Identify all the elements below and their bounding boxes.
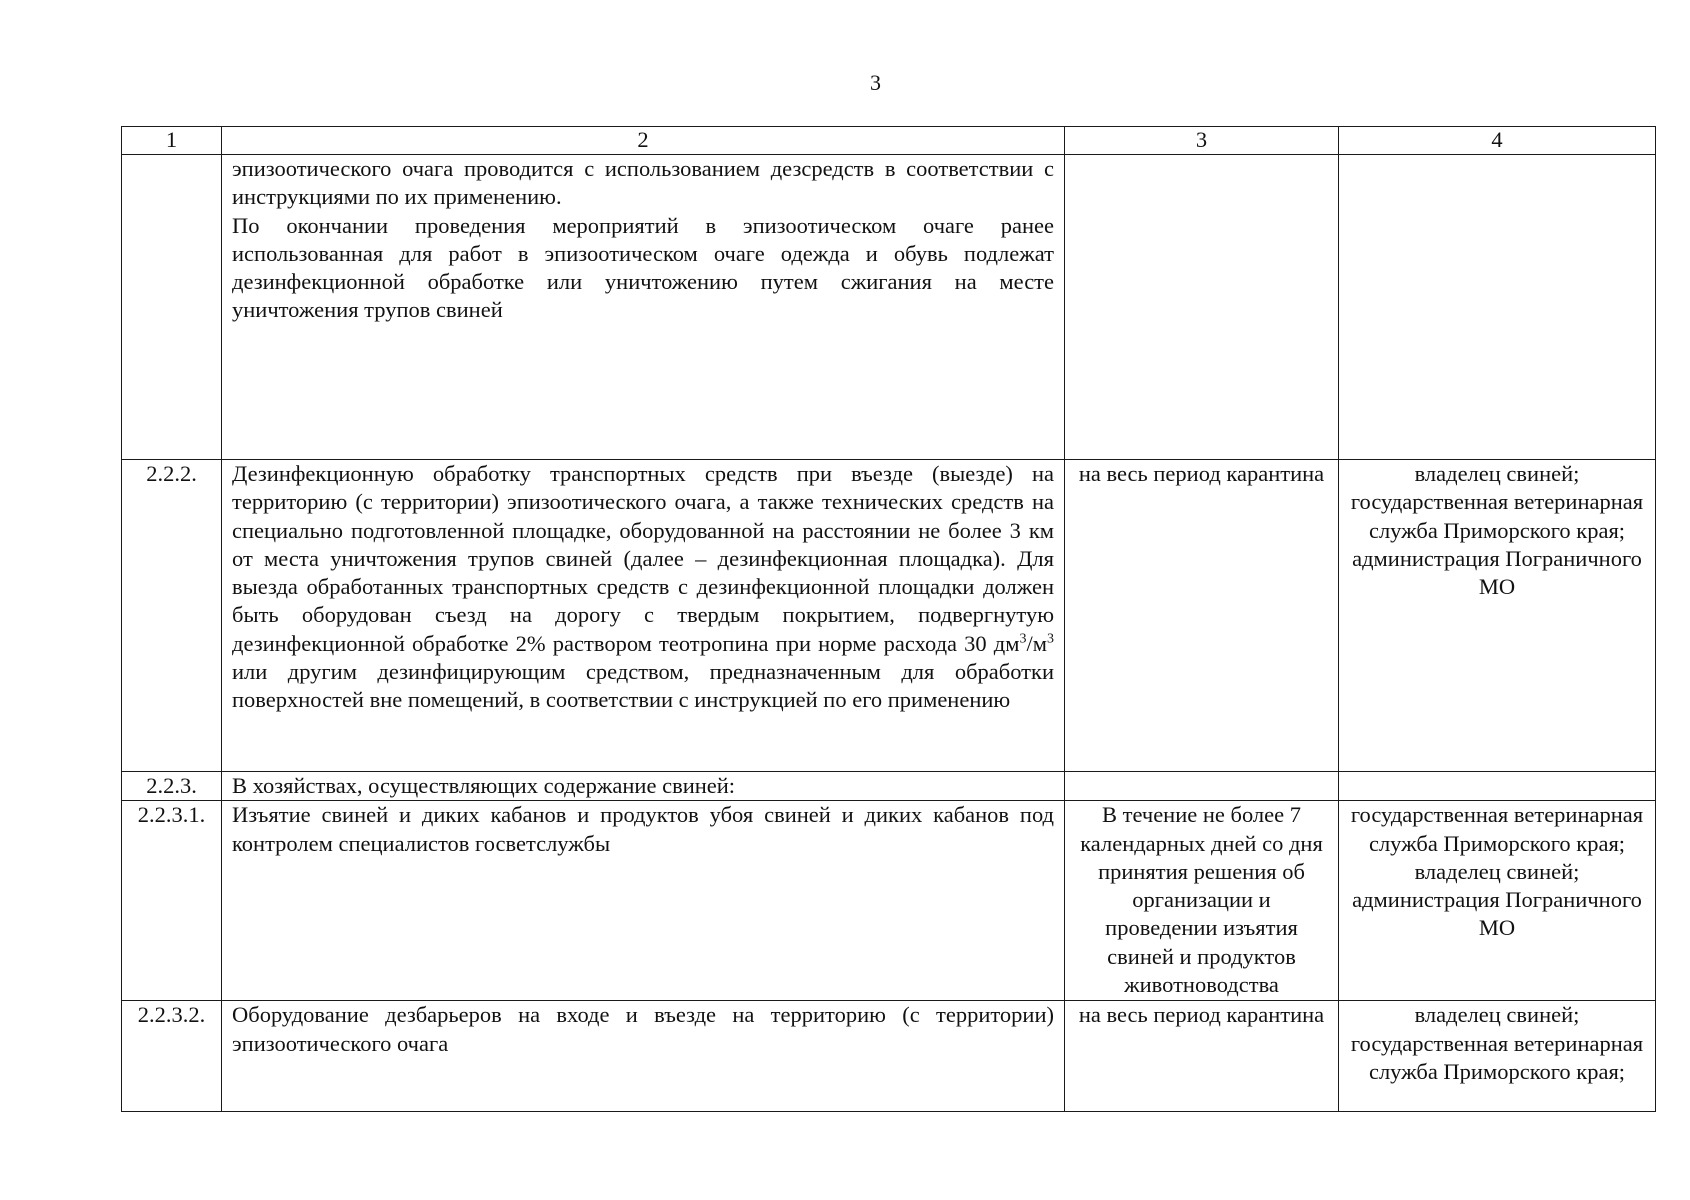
item-number: 2.2.3.2. bbox=[122, 1001, 222, 1112]
measure-description bbox=[222, 460, 1065, 772]
responsible-party: администрация Пограничного МО bbox=[1352, 545, 1642, 600]
measure-responsible bbox=[1339, 801, 1656, 1001]
measure-description: В хозяйствах, осуществляющих содержание свиней: bbox=[222, 772, 1065, 801]
column-number-4: 4 bbox=[1339, 127, 1656, 155]
measure-term: В течение не более 7 календарных дней со дня принятия решения об организации и проведении изъятия свиней и продуктов животноводства bbox=[1065, 801, 1339, 1001]
column-number-row bbox=[122, 127, 1656, 155]
responsible-party: государственная ветеринарная служба Приморского края; bbox=[1350, 802, 1644, 856]
column-number-1: 1 bbox=[122, 127, 222, 155]
measure-term: на весь период карантина bbox=[1065, 460, 1339, 772]
measure-responsible bbox=[1339, 1001, 1656, 1112]
measure-responsible bbox=[1339, 155, 1656, 460]
responsible-party: владелец свиней; bbox=[1414, 858, 1580, 884]
measures-table bbox=[121, 126, 1656, 1112]
responsible-party: государственная ветеринарная служба Приморского края; bbox=[1350, 1030, 1644, 1084]
item-number bbox=[122, 155, 222, 460]
measure-paragraph: По окончании проведения мероприятий в эпизоотическом очаге ранее использованная для работ в эпизоотическом очаге одежда и обувь подлежат дезинфекционной обработке или уничтожению путем сжигания на месте уничтожения трупов свиней bbox=[232, 212, 1054, 323]
item-number: 2.2.2. bbox=[122, 460, 222, 772]
table-row bbox=[122, 1001, 1656, 1112]
responsible-party: владелец свиней; bbox=[1414, 1002, 1580, 1028]
table-row bbox=[122, 460, 1656, 772]
responsible-party: государственная ветеринарная служба Приморского края; bbox=[1350, 489, 1644, 543]
measure-description: Изъятие свиней и диких кабанов и продуктов убоя свиней и диких кабанов под контролем специалистов госветслужбы bbox=[222, 801, 1065, 1001]
table-row bbox=[122, 772, 1656, 801]
column-number-2: 2 bbox=[222, 127, 1065, 155]
measure-description bbox=[222, 155, 1065, 460]
measure-term bbox=[1065, 772, 1339, 801]
table-row bbox=[122, 801, 1656, 1001]
item-number: 2.2.3. bbox=[122, 772, 222, 801]
table-row bbox=[122, 155, 1656, 460]
measure-paragraph bbox=[232, 460, 1054, 715]
measure-term bbox=[1065, 155, 1339, 460]
responsible-party: владелец свиней; bbox=[1414, 461, 1580, 486]
measure-text-part: /м bbox=[1026, 630, 1047, 656]
unit-superscript: 3 bbox=[1019, 631, 1027, 647]
unit-superscript: 3 bbox=[1047, 631, 1054, 647]
measure-paragraph: эпизоотического очага проводится с использованием дезсредств в соответствии с инструкциями по их применению. bbox=[232, 156, 1054, 210]
measure-term: на весь период карантина bbox=[1065, 1001, 1339, 1112]
measure-responsible bbox=[1339, 772, 1656, 801]
responsible-party: администрация Пограничного МО bbox=[1352, 887, 1642, 941]
measure-text-part: Дезинфекционную обработку транспортных средств при въезде (выезде) на территорию (с территории) эпизоотического очага, а также технических средств на специально подготовленной площадке, оборудованной на расстоянии не более 3 км от места уничтожения трупов свиней (далее – дезинфекционная площадка). Для выезда обработанных транспортных средств с дезинфекционной площадки должен быть оборудован съезд на дорогу с твердым покрытием, подвергнутую дезинфекционной обработке 2% раствором теотропина при норме расхода 30 дм bbox=[232, 461, 1054, 656]
measure-description: Оборудование дезбарьеров на входе и въезде на территорию (с территории) эпизоотического очага bbox=[222, 1001, 1065, 1112]
column-number-3: 3 bbox=[1065, 127, 1339, 155]
measure-responsible bbox=[1339, 460, 1656, 772]
measure-text-part: или другим дезинфицирующим средством, предназначенным для обработки поверхностей вне помещений, в соответствии с инструкцией по его применению bbox=[232, 659, 1054, 713]
page-number: 3 bbox=[870, 70, 881, 95]
item-number: 2.2.3.1. bbox=[122, 801, 222, 1001]
